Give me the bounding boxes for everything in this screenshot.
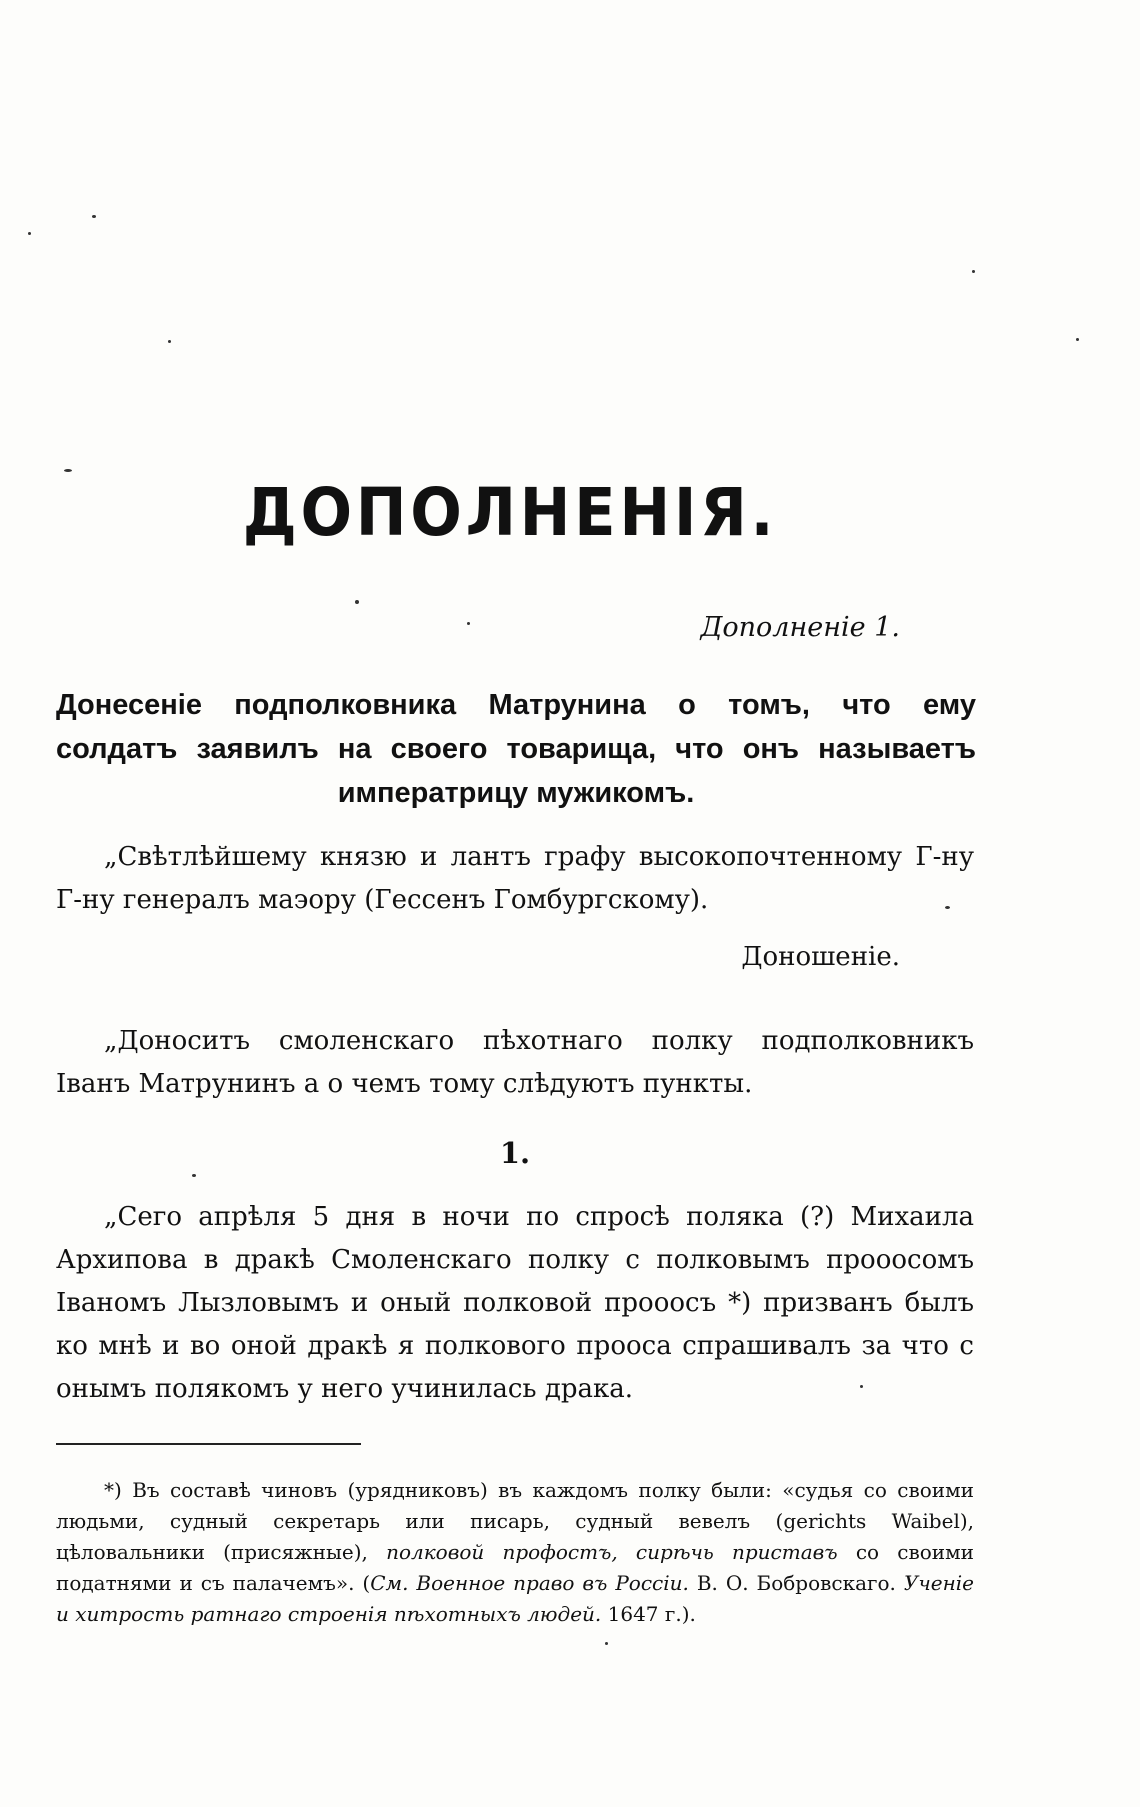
document-heading: Доношеніе. [741, 942, 900, 972]
scan-speck [467, 622, 470, 625]
footnote-italic: Ученіе и хитрость ратнаго строенія пѣхотныхъ людей. [56, 1571, 975, 1626]
footnote-text: со своими податнями и съ палачемъ». ( [56, 1540, 974, 1595]
scan-speck [355, 600, 359, 604]
footnote-text: *) Въ составѣ чиновъ (урядниковъ) въ каждомъ полку были: «судья со своими людьми, судный секретарь или писарь, судный вевелъ (gerichts Waibel), цѣловальники (присяжные), [56, 1478, 974, 1564]
supplement-label: Дополненіе 1. [700, 612, 900, 643]
footnote [56, 1475, 974, 1630]
scan-speck [1076, 338, 1079, 341]
address-paragraph: „Свѣтлѣйшему князю и лантъ графу высокопочтенному Г-ну Г-ну генералъ маэору (Гессенъ Гомбургскому). [56, 842, 974, 915]
heading-line: Донесеніе подполковника Матрунина о томъ, что ему [56, 689, 976, 721]
scan-speck [28, 232, 31, 235]
footnote-italic: полковой профостъ, сирѣчь приставъ [386, 1540, 838, 1564]
heading-line: солдатъ заявилъ на своего товарища, что онъ называетъ [56, 733, 976, 765]
page-title: ДОПОЛНЕНІЯ. [242, 474, 778, 551]
footnote-divider [56, 1443, 361, 1445]
section-heading [56, 683, 976, 815]
scan-speck [92, 215, 96, 218]
scan-speck [192, 1174, 196, 1177]
scan-speck [64, 469, 72, 472]
section-number: 1. [499, 1136, 531, 1170]
scan-speck [605, 1642, 608, 1645]
intro-paragraph: „Доноситъ смоленскаго пѣхотнаго полку подполковникъ Іванъ Матрунинъ а о чемъ тому слѣдуютъ пункты. [56, 1026, 974, 1099]
heading-line: императрицу мужикомъ. [337, 777, 695, 809]
footnote-text: 1647 г.). [601, 1602, 696, 1626]
footnote-italic: См. Военное право въ Россіи. [370, 1571, 689, 1595]
body-paragraph: „Сего апрѣля 5 дня в ночи по спросѣ поляка (?) Михаила Архипова в дракѣ Смоленскаго полку с полковымъ прооосомъ Іваномъ Лызловымъ и оный полковой прооосъ *) призванъ былъ ко мнѣ и во оной дракѣ я полкового прооса спрашивалъ за что с онымъ полякомъ у него учинилась драка. [56, 1202, 974, 1404]
scan-speck [168, 340, 171, 343]
scan-speck [972, 270, 975, 273]
footnote-text: В. О. Бобровскаго. [688, 1571, 904, 1595]
